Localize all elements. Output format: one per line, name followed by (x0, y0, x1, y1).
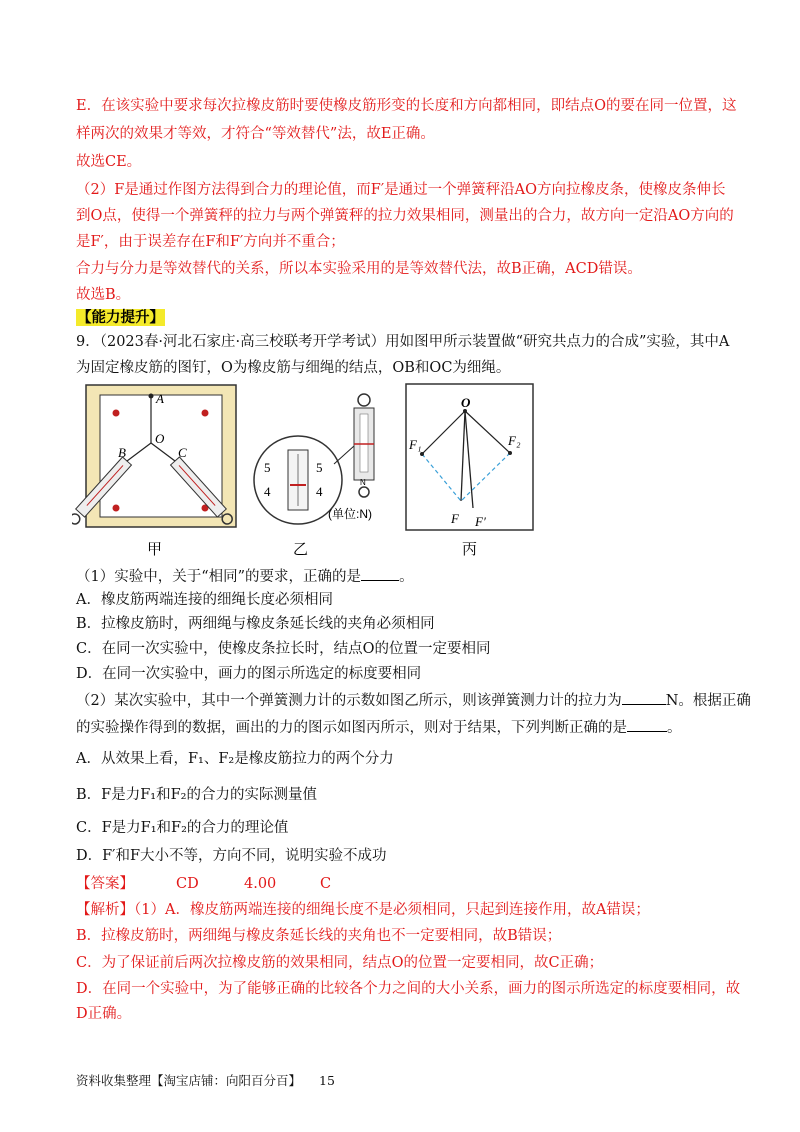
unit-label: (单位:N) (328, 507, 372, 521)
analysis-text: D．在同一个实验中，为了能够正确的比较各个力之间的大小关系，画力的图示所选定的标度要相同，故 (76, 981, 741, 997)
answer-blank (361, 566, 399, 581)
analysis-text: B．拉橡皮筋时，两细绳与橡皮条延长线的夹角也不一定要相同，故B错误； (76, 928, 562, 944)
label-f2: F₂ (508, 433, 521, 448)
answer-2: 4.00 (244, 876, 277, 892)
option-d: D．F′和F大小不等，方向不同，说明实验不成功 (76, 848, 387, 864)
label-b: B (118, 445, 126, 460)
option-a: A．橡皮筋两端连接的细绳长度必须相同 (76, 592, 333, 608)
option-d: D．在同一次实验中，画力的图示所选定的标度要相同 (76, 666, 422, 682)
option-b: B．F是力F₁和F₂的合力的实际测量值 (76, 787, 317, 803)
label-f-prime: F′ (475, 514, 486, 529)
scale-top-left: 5 (264, 460, 271, 475)
scale-mid-right: 4 (316, 484, 323, 499)
text-line: 合力与分力是等效替代的关系，所以本实验采用的是等效替代法，故B正确，ACD错误。 (76, 261, 642, 277)
page-footer (76, 1071, 335, 1089)
scale-unit-k: N (360, 478, 366, 487)
figure-bing (405, 383, 535, 533)
answer-blank (622, 690, 666, 705)
text-line: （2）F是通过作图方法得到合力的理论值，而F′是通过一个弹簧秤沿AO方向拉橡皮条，使橡皮条伸长 (76, 182, 726, 198)
option-c: C．F是力F₁和F₂的合力的理论值 (76, 820, 289, 836)
analysis-label: 【解析】 (76, 902, 134, 918)
label-o-bing: O (461, 395, 471, 410)
question-line (76, 566, 738, 587)
caption-jia: 甲 (147, 540, 163, 558)
punct: 。 (399, 569, 414, 585)
label-a: A (156, 391, 164, 406)
section-heading: 【能力提升】 (77, 309, 164, 326)
option-a: A．从效果上看，F₁、F₂是橡皮筋拉力的两个分力 (76, 751, 394, 767)
caption-yi: 乙 (293, 540, 309, 558)
question-text: （2）某次实验中，其中一个弹簧测力计的示数如图乙所示，则该弹簧测力计的拉力为 (76, 693, 622, 709)
scale-top-right: 5 (316, 460, 323, 475)
analysis-text: C．为了保证前后两次拉橡皮筋的效果相同，结点O的位置一定要相同，故C正确； (76, 955, 604, 971)
question-text: 9．（2023春·河北石家庄·高三校联考开学考试）用如图甲所示装置做“研究共点力的合成”实验，其中A (76, 334, 730, 350)
question-text: 为固定橡皮筋的图钉，O为橡皮筋与细绳的结点，OB和OC为细绳。 (76, 360, 511, 376)
punct: 。 (667, 720, 682, 736)
text-line: E．在该实验中要求每次拉橡皮筋时要使橡皮筋形变的长度和方向都相同，即结点O的要在同一位置，这 (76, 98, 737, 114)
scale-mid-left: 4 (264, 484, 271, 499)
page-number: 15 (319, 1073, 335, 1088)
figure-jia (72, 383, 242, 533)
question-text: （1）实验中，关于“相同”的要求，正确的是 (76, 569, 362, 585)
label-f: F (451, 511, 459, 526)
caption-bing: 丙 (462, 540, 478, 558)
answer-1: CD (176, 876, 199, 892)
label-c: C (178, 445, 187, 460)
option-b: B．拉橡皮筋时，两细绳与橡皮条延长线的夹角必须相同 (76, 616, 435, 632)
question-text: N。根据正确 (665, 693, 751, 709)
text-line: 到O点，使得一个弹簧秤的拉力与两个弹簧秤的拉力效果相同，测量出的合力，故方向一定沿AO方向的 (76, 208, 734, 224)
label-f1: F₁ (409, 437, 422, 452)
answer-line (76, 874, 738, 894)
text-line: 是F′，由于误差存在F和F′方向并不重合； (76, 234, 345, 250)
text-line: 故选B。 (76, 287, 131, 303)
footer-text: 资料收集整理【淘宝店铺：向阳百分百】 (76, 1073, 302, 1088)
answer-blank (627, 717, 667, 732)
question-line (76, 717, 738, 738)
text-line: 故选CE。 (76, 154, 142, 170)
label-o: O (155, 431, 165, 446)
answer-3: C (320, 876, 332, 892)
answer-label: 【答案】 (76, 876, 134, 892)
question-line (76, 690, 751, 711)
analysis-line (76, 900, 738, 920)
analysis-text: D正确。 (76, 1006, 132, 1022)
figure-yi (250, 388, 390, 536)
analysis-text: （1）A．橡皮筋两端连接的细绳长度不是必须相同，只起到连接作用，故A错误； (134, 902, 650, 918)
question-text: 的实验操作得到的数据，画出的力的图示如图丙所示，则对于结果，下列判断正确的是 (76, 720, 627, 736)
option-c: C．在同一次实验中，使橡皮条拉长时，结点O的位置一定要相同 (76, 641, 491, 657)
text-line: 样两次的效果才等效，才符合“等效替代”法，故E正确。 (76, 126, 435, 142)
